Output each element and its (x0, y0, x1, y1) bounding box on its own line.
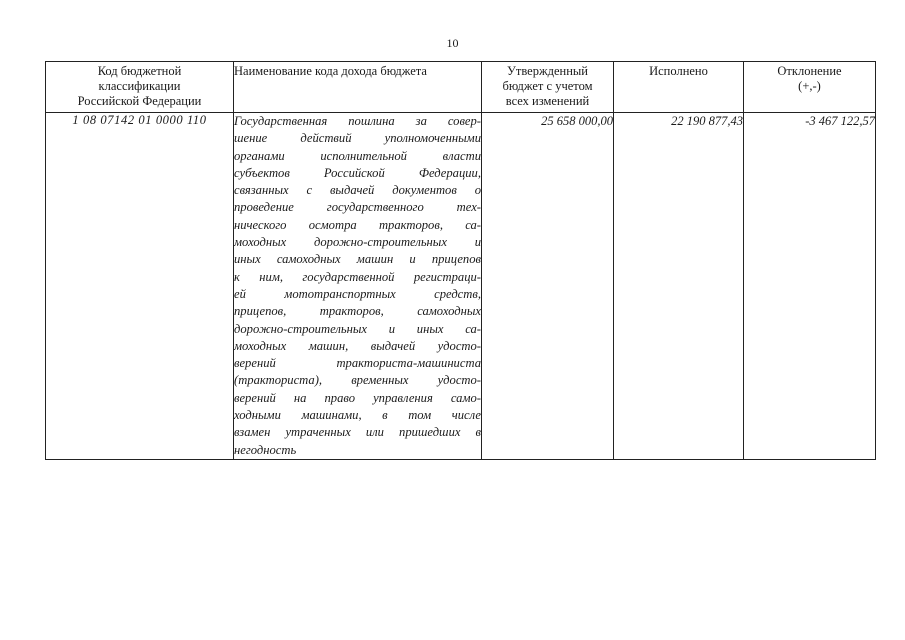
header-executed-text: Исполнено (649, 64, 708, 78)
row-name-line: ходными машинами, в том числе (234, 408, 481, 423)
header-deviation (744, 62, 876, 113)
header-approved-line: всех изменений (505, 94, 590, 108)
header-code (46, 62, 234, 113)
header-approved (482, 62, 614, 113)
table-header-row (46, 62, 876, 113)
row-name-line: прицепов, тракторов, самоходных (234, 304, 481, 319)
row-name-line: шение действий уполномоченными (234, 131, 481, 146)
row-name-line: негодность (234, 442, 297, 457)
row-executed-value: 22 190 877,43 (614, 113, 744, 460)
row-name-line: моходных дорожно-строительных и (234, 235, 481, 250)
table-row (46, 113, 876, 460)
row-name-line: к ним, государственной регистраци- (234, 269, 481, 284)
row-name-line: иных самоходных машин и прицепов (234, 252, 481, 267)
row-approved-value: 25 658 000,00 (482, 113, 614, 460)
budget-table (45, 61, 876, 460)
row-deviation-value: -3 467 122,57 (744, 113, 876, 460)
header-deviation-line: Отклонение (777, 64, 842, 78)
row-name-line: моходных машин, выдачей удосто- (234, 338, 481, 353)
row-name-line: взамен утраченных или пришедших в (234, 425, 481, 440)
header-executed (614, 62, 744, 113)
row-name-line: верений тракториста-машиниста (234, 356, 481, 371)
header-approved-line: Утвержденный (507, 64, 588, 78)
row-name-line: Государственная пошлина за совер- (234, 114, 481, 128)
page-number: 10 (446, 36, 459, 50)
row-name-line: верений на право управления само- (234, 390, 481, 405)
header-approved-line: бюджет с учетом (502, 79, 593, 93)
header-name (234, 62, 482, 113)
row-name-line: дорожно-строительных и иных са- (234, 321, 481, 336)
row-name-line: субъектов Российской Федерации, (234, 165, 481, 180)
header-code-line: Код бюджетной (97, 64, 182, 78)
header-name-text: Наименование кода дохода бюджета (234, 64, 427, 78)
header-deviation-line: (+,-) (798, 79, 821, 93)
row-name (234, 113, 482, 460)
header-code-line: Российской Федерации (77, 94, 202, 108)
row-name-line: связанных с выдачей документов о (234, 183, 481, 198)
header-code-line: классификации (98, 79, 181, 93)
row-name-line: органами исполнительной власти (234, 148, 481, 163)
row-name-line: ей мототранспортных средств, (234, 286, 481, 301)
row-name-line: (тракториста), временных удосто- (234, 373, 481, 388)
row-name-line: нического осмотра тракторов, са- (234, 217, 481, 232)
row-name-line: проведение государственного тех- (234, 200, 481, 215)
row-code: 1 08 07142 01 0000 110 (46, 113, 234, 460)
